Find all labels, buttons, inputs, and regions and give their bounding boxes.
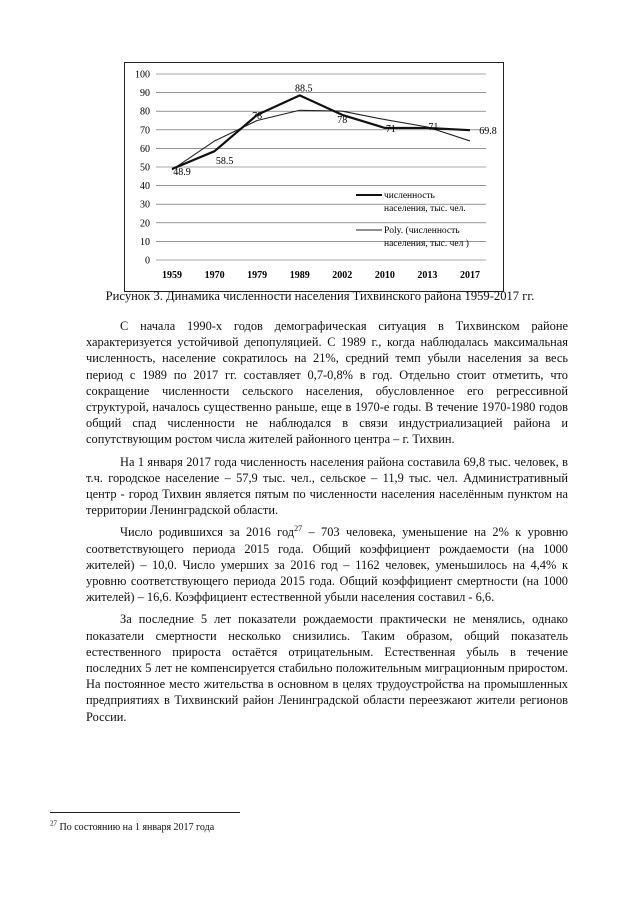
y-tick-label: 60 xyxy=(140,143,150,155)
x-tick-label: 1979 xyxy=(247,270,268,281)
legend-label: численность xyxy=(384,191,435,201)
legend-label: населения, тыс. чел. xyxy=(384,204,466,214)
x-tick-label: 2013 xyxy=(417,270,438,281)
footnote-text: По состоянию на 1 января 2017 года xyxy=(57,822,215,833)
footnote xyxy=(50,819,215,833)
footnote-number: 27 xyxy=(50,819,57,828)
x-tick-label: 2017 xyxy=(460,270,480,281)
x-tick-label: 2002 xyxy=(332,270,353,281)
data-label: 69.8 xyxy=(479,126,497,138)
y-tick-label: 10 xyxy=(140,236,150,248)
legend-label: Poly. (численность xyxy=(384,226,460,236)
x-tick-label: 1989 xyxy=(289,270,310,281)
y-tick-label: 90 xyxy=(140,88,150,100)
data-label: 88.5 xyxy=(294,83,313,95)
legend-label: населения, тыс. чел ) xyxy=(384,239,469,249)
paragraph-3-start: Число родившихся за 2016 год xyxy=(120,525,295,540)
paragraph-4: За последние 5 лет показатели рождаемости практически не менялись, однако показатели смертности несколько снизились. Таким образом, общий показатель естественного прироста остаётся отрицательным. Естественная убыль в течение последних 5 лет не компенсируется стабильно положительным миграционным приростом. На постоянное место жительства в основном в целях трудоустройства на промышленных предприятиях в Тихвинский район Ленинградской области переезжают жители регионов России. xyxy=(86,612,568,724)
figure-caption: Рисунок 3. Динамика численности населения Тихвинского района 1959-2017 гг. xyxy=(105,289,535,303)
paragraph-3-rest: – 703 человека, уменьшение на 2% к уровню соответствующего периода 2015 года. Общий коэффициент рождаемости (на 1000 жителей) – 10,0. Число умерших за 2016 год – 1162 человек, уменьшилось на 4,4% к уровню соответствующего периода 2015 года. Общий коэффициент смертности (на 1000 жителей) – 16,6. Коэффициент естественной убыли населения составил - 6,6. xyxy=(86,525,568,605)
y-tick-label: 80 xyxy=(140,106,150,118)
data-label: 58.5 xyxy=(215,156,234,168)
data-label: 71 xyxy=(428,121,439,133)
y-tick-label: 20 xyxy=(140,218,150,230)
population-chart xyxy=(124,62,504,292)
y-tick-label: 30 xyxy=(140,199,150,211)
data-label: 48.9 xyxy=(173,167,191,179)
y-tick-label: 0 xyxy=(145,255,150,267)
y-tick-label: 100 xyxy=(135,69,150,81)
paragraph-1: С начала 1990-х годов демографическая ситуация в Тихвинском районе характеризуется устойчивой депопуляцией. С 1989 г., когда наблюдалась максимальная численность, население сократилось на 21%, средний темп убыли населения за весь период с 1989 по 2017 гг. составляет 0,7-0,8% в год. Отдельно стоит отметить, что сокращение численности сельского населения, обусловленное его регрессивной структурой, началось существенно раньше, еще в 1970-е годы. В течение 1970-1980 годов общий спад численности не наблюдался в связи индустриализацией района и сопутствующим ростом числа жителей районного центра – г. Тихвин. xyxy=(86,319,568,447)
y-tick-label: 70 xyxy=(140,125,150,137)
x-tick-label: 2010 xyxy=(374,270,395,281)
footnote-ref: 27 xyxy=(294,524,303,534)
y-tick-label: 40 xyxy=(140,181,150,193)
data-label: 78 xyxy=(337,114,348,126)
footnote-divider xyxy=(50,812,240,813)
chart-canvas xyxy=(124,62,504,292)
y-tick-label: 50 xyxy=(140,162,150,174)
data-label: 71 xyxy=(385,123,396,135)
paragraph-2: На 1 января 2017 года численность населения района составила 69,8 тыс. человек, в т.ч. городское население – 57,9 тыс. чел., сельское – 11,9 тыс. чел. Административный центр - город Тихвин является пятым по численности населения населённым пунктом на территории Ленинградской области. xyxy=(86,454,568,518)
body-text xyxy=(86,318,568,725)
paragraph-3 xyxy=(86,524,568,605)
x-tick-label: 1970 xyxy=(204,270,225,281)
x-tick-label: 1959 xyxy=(162,270,182,281)
data-label: 78 xyxy=(252,110,263,122)
